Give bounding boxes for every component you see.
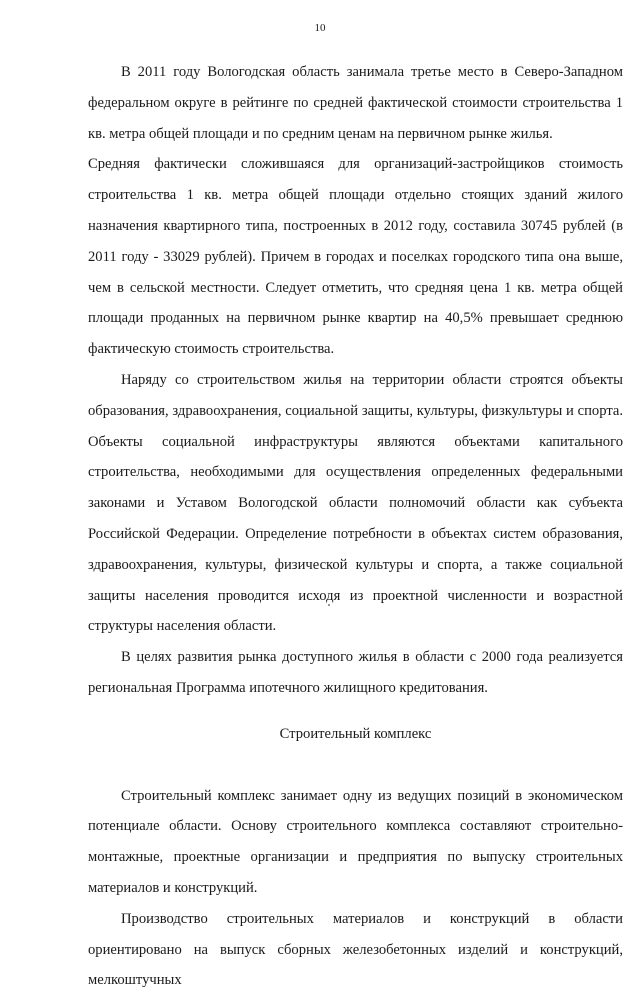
section-title: Строительный комплекс — [279, 725, 432, 742]
paragraph-social-facilities: Наряду со строительством жилья на территории области строятся объекты образования, здравоохранения, социальной защиты, культуры, физкультуры и спорта. Объекты социальной инфраструктуры являются объектами капитального строительства, необходимыми для осуществления определенных федеральными законами и Уставом Вологодской области полномочий области как субъекта Российской Федерации. Определение потребности в объектах систем образования, здравоохранения, культуры, физической культуры и спорта, а также социальной защиты населения проводится исходя из проектной численности и возрастной структуры населения области. — [88, 371, 623, 635]
paragraph-materials-production: Производство строительных материалов и конструкций в области ориентировано на выпуск сборных железобетонных изделий и конструкций, мелкоштучных — [88, 910, 623, 989]
paragraph-mortgage-program: В целях развития рынка доступного жилья в области с 2000 года реализуется региональная Программа ипотечного жилищного кредитования. — [88, 649, 623, 696]
paragraph-ranking: В 2011 году Вологодская область занимала третье место в Северо-Западном федеральном округе в рейтинге по средней фактической стоимости строительства 1 кв. метра общей площади и по средним ценам на первичном рынке жилья. — [88, 64, 623, 142]
paragraph-construction-complex: Строительный комплекс занимает одну из ведущих позиций в экономическом потенциале области. Основу строительного комплекса составляют строительно-монтажные, проектные организации и предприятия по выпуску строительных материалов и конструкций. — [88, 787, 623, 896]
page-body — [88, 57, 623, 996]
paragraph-construction-cost: Средняя фактически сложившаяся для организаций-застройщиков стоимость строительства 1 кв. метра общей площади отдельно стоящих зданий жилого назначения квартирного типа, построенных в 2012 году, составила 30745 рублей (в 2011 году - 33029 рублей). Причем в городах и поселках городского типа она выше, чем в сельской местности. Следует отметить, что средняя цена 1 кв. метра общей площади проданных на первичном рынке квартир на 40,5% превышает среднюю фактическую стоимость строительства. — [88, 156, 623, 358]
scan-speck — [328, 604, 330, 606]
page-number: 10 — [314, 22, 326, 34]
